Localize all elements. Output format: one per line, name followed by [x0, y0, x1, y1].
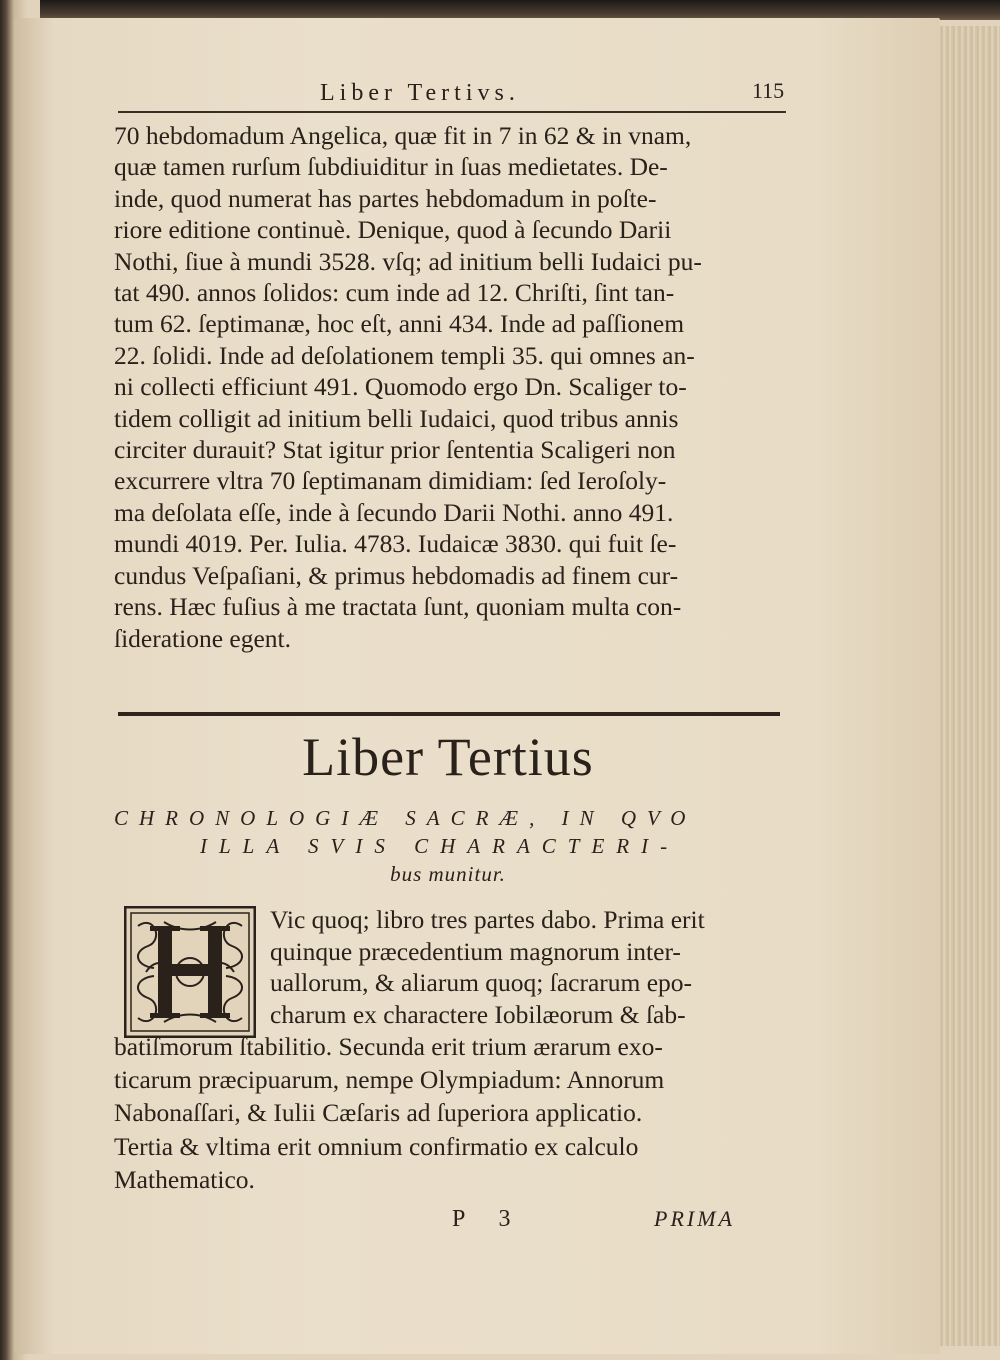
- book-cover-edge: [40, 0, 1000, 20]
- body-line: excurrere vltra 70 ſeptimanam dimidiam: ſed Ieroſoly-: [114, 466, 667, 496]
- body-line: Vic quoq; libro tres partes dabo. Prima erit: [270, 905, 705, 934]
- section-rule: [118, 712, 780, 716]
- body-line: Nabonaſſari, & Iulii Cæſaris ad ſuperiora applicatio.: [114, 1098, 643, 1128]
- header-rule: [118, 111, 786, 113]
- decorated-initial: [124, 906, 256, 1038]
- body-line: inde, quod numerat has partes hebdomadum in poſte-: [114, 183, 657, 213]
- subtitle-line: CHRONOLOGIÆ SACRÆ, IN QVO: [114, 806, 697, 830]
- body-line: tat 490. annos ſolidos: cum inde ad 12. Chriſti, ſint tan-: [114, 278, 675, 308]
- body-line: riore editione continuè. Denique, quod à ſecundo Darii: [114, 215, 672, 245]
- body-line: ticarum præcipuarum, nempe Olympiadum: Annorum: [114, 1065, 665, 1095]
- body-line: uallorum, & aliarum quoq; ſacrarum epo-: [270, 968, 693, 998]
- initial-paragraph: [270, 904, 782, 1030]
- body-line: 22. ſolidi. Inde ad deſolationem templi 35. qui omnes an-: [114, 340, 695, 370]
- body-line: charum ex charactere Iobilæorum & ſab-: [270, 999, 686, 1029]
- subtitle-line: bus munitur.: [390, 862, 506, 886]
- body-line: Nothi, ſiue à mundi 3528. vſq; ad initium belli Iudaici pu-: [114, 246, 702, 276]
- decorated-initial-graphic: [124, 906, 256, 1038]
- book-title: Liber Tertius: [302, 727, 594, 787]
- body-line: quinque præcedentium magnorum inter-: [270, 936, 681, 966]
- paragraph-continuation: [114, 1030, 782, 1196]
- body-line: tidem colligit ad initium belli Iudaici, quod tribus annis: [114, 403, 679, 433]
- body-line: Mathematico.: [114, 1164, 255, 1194]
- body-line: ma deſolata eſſe, inde à ſecundo Darii Nothi. anno 491.: [114, 497, 674, 527]
- body-line: tum 62. ſeptimanæ, hoc eſt, anni 434. Inde ad paſſionem: [114, 309, 685, 339]
- catchword: PRIMA: [654, 1206, 735, 1231]
- body-line: cundus Veſpaſiani, & primus hebdomadis ad finem cur-: [114, 560, 679, 590]
- body-line: quæ tamen rurſum ſubdiuiditur in ſuas medietates. De-: [114, 152, 668, 182]
- body-line: mundi 4019. Per. Iulia. 4783. Iudaicæ 3830. qui fuit ſe-: [114, 529, 677, 559]
- body-line: ſideratione egent.: [114, 623, 292, 653]
- body-line: Tertia & vltima erit omnium confirmatio ex calculo: [114, 1131, 639, 1161]
- body-line: circiter durauit? Stat igitur prior ſententia Scaligeri non: [114, 435, 676, 465]
- body-line: rens. Hæc fuſius à me tractata ſunt, quoniam multa con-: [114, 592, 682, 622]
- body-line: batiſmorum ſtabilitio. Secunda erit trium ærarum exo-: [114, 1032, 663, 1061]
- page-number: 115: [752, 78, 785, 103]
- body-line: 70 hebdomadum Angelica, quæ fit in 7 in 62 & in vnam,: [114, 121, 692, 150]
- subtitle-line: ILLA SVIS CHARACTERI-: [200, 834, 680, 858]
- running-head: Liber Tertivs.: [320, 80, 520, 106]
- signature-mark: P 3: [452, 1206, 525, 1232]
- body-text: [114, 120, 782, 654]
- page-stack-edge: [940, 26, 1000, 1346]
- body-line: ni collecti efficiunt 491. Quomodo ergo Dn. Scaliger to-: [114, 372, 687, 402]
